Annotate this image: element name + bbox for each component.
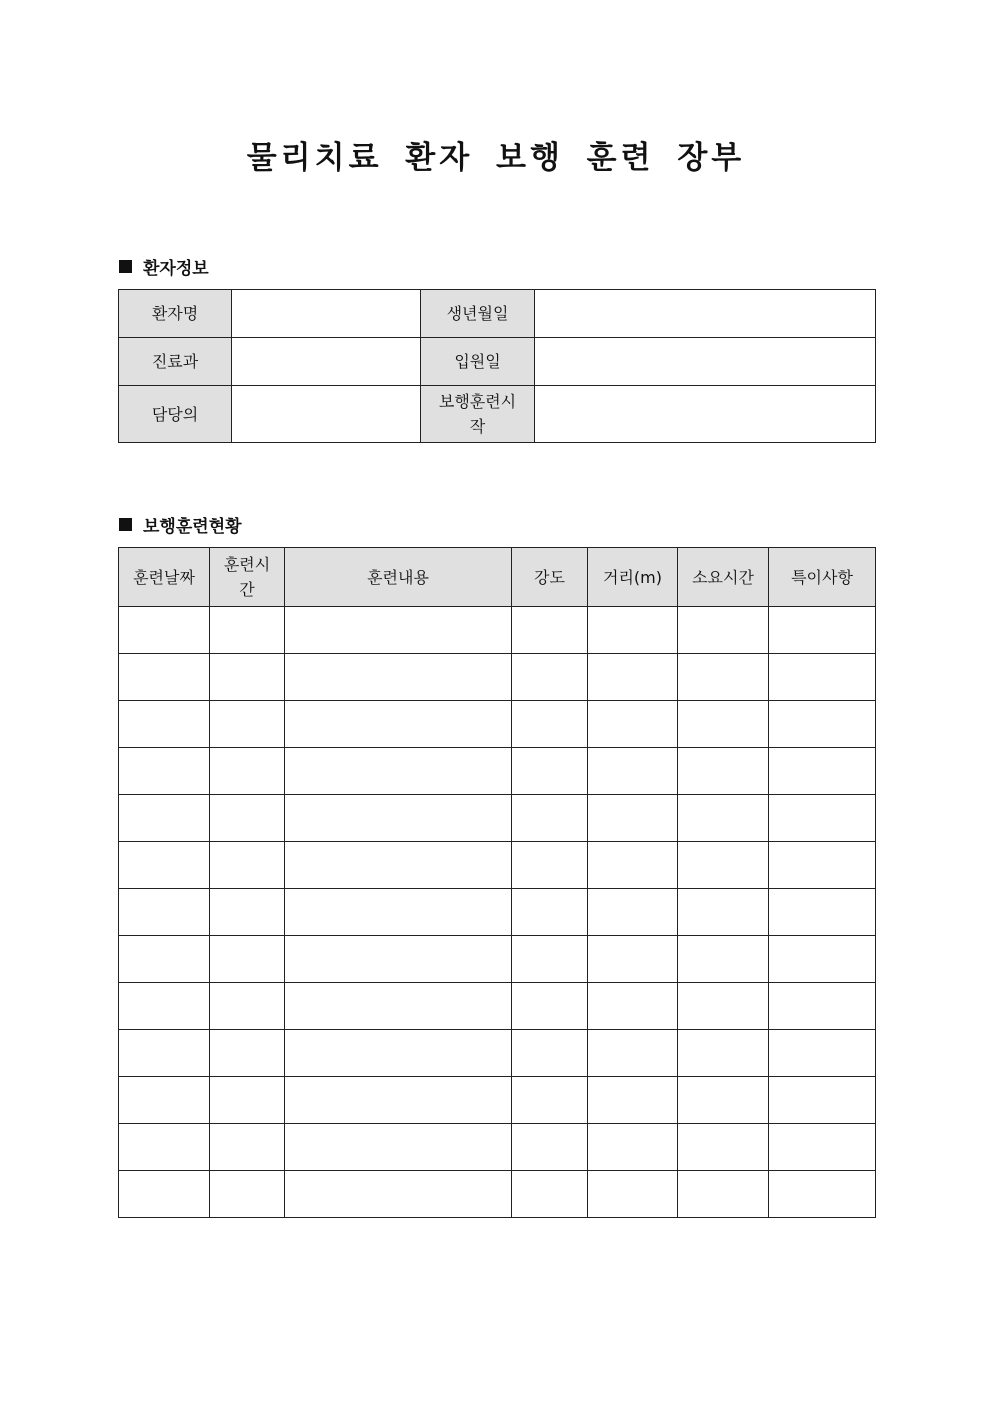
content-cell[interactable] [285,936,512,983]
distance-cell[interactable] [588,654,678,701]
gait-training-start-label: 보행훈련시작 [421,386,535,443]
duration-cell[interactable] [678,607,769,654]
duration-cell[interactable] [678,748,769,795]
date-cell[interactable] [119,1030,210,1077]
training-log-row [119,1077,876,1124]
time-cell[interactable] [210,1124,285,1171]
intensity-cell[interactable] [512,795,588,842]
notes-cell[interactable] [769,1124,876,1171]
date-cell[interactable] [119,1124,210,1171]
time-cell[interactable] [210,983,285,1030]
section-heading-patient-info [119,254,209,279]
section-heading-training [119,512,242,537]
intensity-cell[interactable] [512,748,588,795]
date-cell[interactable] [119,1171,210,1218]
training-log-row [119,748,876,795]
notes-cell[interactable] [769,748,876,795]
time-cell[interactable] [210,701,285,748]
date-cell[interactable] [119,607,210,654]
date-cell[interactable] [119,983,210,1030]
date-cell[interactable] [119,701,210,748]
time-cell[interactable] [210,1077,285,1124]
notes-cell[interactable] [769,607,876,654]
duration-cell[interactable] [678,701,769,748]
date-cell[interactable] [119,936,210,983]
department-label: 진료과 [119,338,232,386]
date-cell[interactable] [119,842,210,889]
training-log-row [119,795,876,842]
column-header-intensity: 강도 [512,548,588,607]
distance-cell[interactable] [588,748,678,795]
duration-cell[interactable] [678,936,769,983]
content-cell[interactable] [285,748,512,795]
intensity-cell[interactable] [512,889,588,936]
date-cell[interactable] [119,654,210,701]
distance-cell[interactable] [588,842,678,889]
square-bullet-icon [119,260,132,273]
attending-doctor-label: 담당의 [119,386,232,443]
section-heading-label: 환자정보 [143,259,209,279]
notes-cell[interactable] [769,654,876,701]
intensity-cell[interactable] [512,1124,588,1171]
time-cell[interactable] [210,1171,285,1218]
admission-date-field[interactable] [535,338,876,386]
distance-cell[interactable] [588,701,678,748]
content-cell[interactable] [285,795,512,842]
notes-cell[interactable] [769,701,876,748]
intensity-cell[interactable] [512,607,588,654]
intensity-cell[interactable] [512,1171,588,1218]
distance-cell[interactable] [588,1077,678,1124]
date-cell[interactable] [119,795,210,842]
duration-cell[interactable] [678,1171,769,1218]
time-cell[interactable] [210,607,285,654]
square-bullet-icon [119,518,132,531]
document-title: 물리치료 환자 보행 훈련 장부 [246,140,746,176]
duration-cell[interactable] [678,1030,769,1077]
intensity-cell[interactable] [512,842,588,889]
training-log-row [119,842,876,889]
time-cell[interactable] [210,654,285,701]
content-cell[interactable] [285,1030,512,1077]
intensity-cell[interactable] [512,983,588,1030]
intensity-cell[interactable] [512,936,588,983]
distance-cell[interactable] [588,936,678,983]
training-log-row [119,1030,876,1077]
content-cell[interactable] [285,1077,512,1124]
department-field[interactable] [232,338,421,386]
patient-info-row [119,290,876,338]
time-cell[interactable] [210,795,285,842]
distance-cell[interactable] [588,983,678,1030]
duration-cell[interactable] [678,889,769,936]
training-log-table [118,547,876,1218]
training-log-row [119,983,876,1030]
time-cell[interactable] [210,889,285,936]
notes-cell[interactable] [769,983,876,1030]
training-header-row [119,548,876,607]
notes-cell[interactable] [769,795,876,842]
content-cell[interactable] [285,654,512,701]
content-cell[interactable] [285,607,512,654]
time-cell[interactable] [210,842,285,889]
patient-name-label: 환자명 [119,290,232,338]
notes-cell[interactable] [769,1030,876,1077]
content-cell[interactable] [285,842,512,889]
patient-info-row [119,338,876,386]
duration-cell[interactable] [678,842,769,889]
gait-training-start-field[interactable] [535,386,876,443]
column-header-date: 훈련날짜 [119,548,210,607]
birth-date-field[interactable] [535,290,876,338]
patient-info-row [119,386,876,443]
section-heading-label: 보행훈련현황 [143,517,242,537]
duration-cell[interactable] [678,654,769,701]
column-header-time: 훈련시간 [210,548,285,607]
patient-name-field[interactable] [232,290,421,338]
intensity-cell[interactable] [512,1077,588,1124]
distance-cell[interactable] [588,1124,678,1171]
content-cell[interactable] [285,701,512,748]
time-cell[interactable] [210,1030,285,1077]
content-cell[interactable] [285,1171,512,1218]
notes-cell[interactable] [769,1077,876,1124]
content-cell[interactable] [285,889,512,936]
time-cell[interactable] [210,936,285,983]
duration-cell[interactable] [678,795,769,842]
notes-cell[interactable] [769,889,876,936]
training-log-row [119,1124,876,1171]
column-header-duration: 소요시간 [678,548,769,607]
training-log-row [119,1171,876,1218]
distance-cell[interactable] [588,889,678,936]
admission-date-label: 입원일 [421,338,535,386]
column-header-distance: 거리(m) [588,548,678,607]
time-cell[interactable] [210,748,285,795]
birth-date-label: 생년월일 [421,290,535,338]
intensity-cell[interactable] [512,701,588,748]
training-log-row [119,889,876,936]
intensity-cell[interactable] [512,1030,588,1077]
content-cell[interactable] [285,983,512,1030]
training-log-row [119,607,876,654]
column-header-notes: 특이사항 [769,548,876,607]
notes-cell[interactable] [769,936,876,983]
content-cell[interactable] [285,1124,512,1171]
distance-cell[interactable] [588,795,678,842]
distance-cell[interactable] [588,1030,678,1077]
date-cell[interactable] [119,748,210,795]
intensity-cell[interactable] [512,654,588,701]
distance-cell[interactable] [588,607,678,654]
date-cell[interactable] [119,889,210,936]
notes-cell[interactable] [769,1171,876,1218]
notes-cell[interactable] [769,842,876,889]
duration-cell[interactable] [678,983,769,1030]
duration-cell[interactable] [678,1077,769,1124]
column-header-content: 훈련내용 [285,548,512,607]
duration-cell[interactable] [678,1124,769,1171]
training-log-row [119,936,876,983]
training-log-row [119,654,876,701]
date-cell[interactable] [119,1077,210,1124]
patient-info-table [118,289,876,443]
attending-doctor-field[interactable] [232,386,421,443]
training-log-row [119,701,876,748]
distance-cell[interactable] [588,1171,678,1218]
